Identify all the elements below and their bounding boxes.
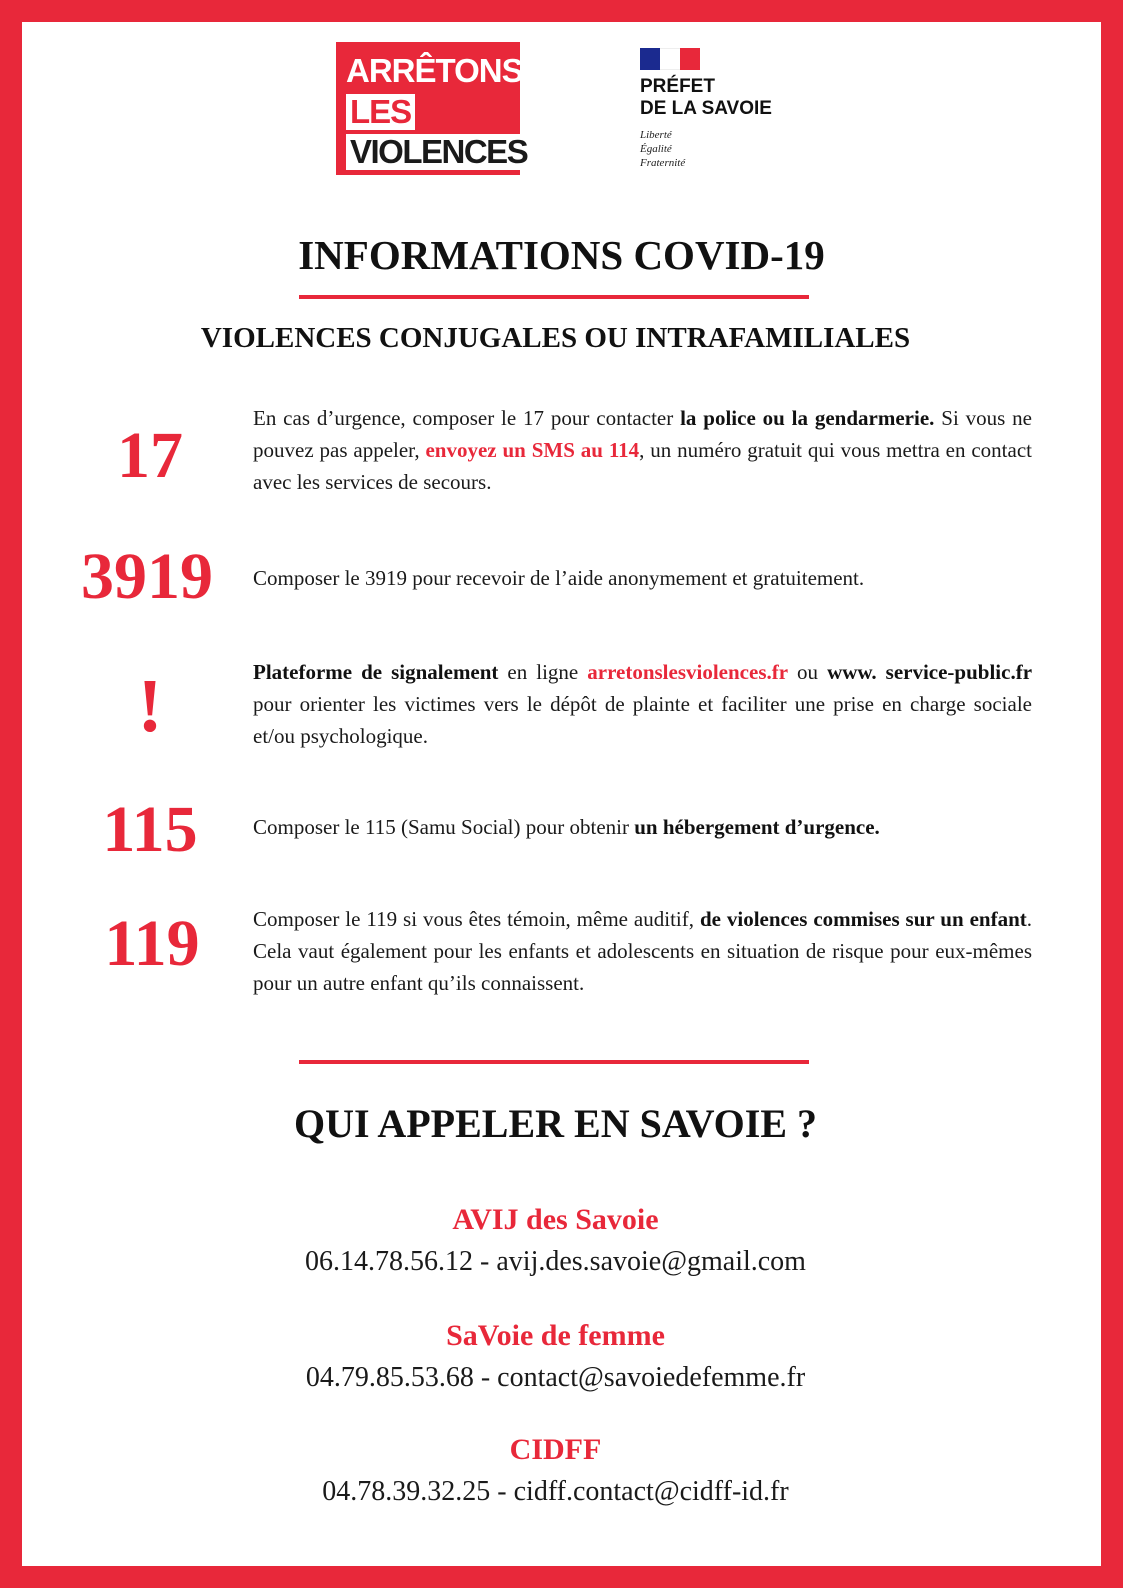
number-115: 115: [102, 793, 198, 866]
arretons-les-violences-logo: [336, 42, 528, 175]
row-3919-part-1: Composer le 3919 pour recevoir de l’aide anonymement et gratuitement.: [253, 566, 865, 590]
row-119-part-3: . Cela vaut également pour les enfants et adolescents en situation de risque pour eux-mêmes pour un autre enfant qu’ils connaissent.: [253, 907, 1033, 995]
divider-top: [299, 295, 809, 299]
row-119-bold: de violences commises sur un enfant: [699, 907, 1027, 931]
row-119-part-1: Composer le 119 si vous êtes témoin, même auditif,: [253, 907, 700, 931]
logo-line-3: VIOLENCES: [346, 134, 531, 170]
org-contact-avij[interactable]: 06.14.78.56.12 - avij.des.savoie@gmail.com: [305, 1246, 806, 1277]
divider-bottom: [299, 1060, 809, 1064]
page-title: INFORMATIONS COVID-19: [298, 232, 825, 278]
row-17-sms-highlight: envoyez un SMS au 114: [425, 438, 640, 462]
service-public-link[interactable]: www. service-public.fr: [827, 660, 1033, 684]
row-signalement-part-6: pour orienter les victimes vers le dépôt de plainte et faciliter une prise en charge sociale et/ou psychologique.: [253, 692, 1032, 748]
republic-motto: Liberté Égalité Fraternité: [640, 129, 686, 169]
row-signalement-part-4: ou: [788, 660, 828, 684]
org-contact-savoie-de-femme[interactable]: 04.79.85.53.68 - contact@savoiedefemme.fr: [305, 1362, 806, 1393]
number-3919: 3919: [81, 540, 213, 613]
row-17-part-3: Si vous ne pouvez pas appeler,: [253, 406, 1032, 462]
number-119: 119: [104, 907, 200, 980]
row-signalement-part-2: en ligne: [498, 660, 588, 684]
row-17-bold: la police ou la gendarmerie.: [680, 406, 935, 430]
contacts-title: QUI APPELER EN SAVOIE ?: [293, 1101, 818, 1146]
row-17-part-1: En cas d’urgence, composer le 17 pour contacter: [253, 406, 681, 430]
row-115-part-1: Composer le 115 (Samu Social) pour obtenir: [253, 815, 635, 839]
arretons-link[interactable]: arretonslesviolences.fr: [587, 660, 789, 684]
logo-line-2: LES: [346, 94, 415, 130]
logo-line-1: ARRÊTONS: [346, 52, 523, 89]
row-3919-text: [253, 562, 1032, 594]
row-115-bold: un hébergement d’urgence.: [634, 815, 880, 839]
number-17: 17: [117, 419, 183, 492]
exclamation-icon: !: [137, 664, 163, 748]
row-17-part-5: , un numéro gratuit qui vous mettra en contact avec les services de secours.: [253, 438, 1032, 494]
prefet-name: PRÉFET DE LA SAVOIE: [640, 76, 772, 119]
row-signalement-bold: Plateforme de signalement: [253, 660, 499, 684]
org-contact-cidff[interactable]: 04.78.39.32.25 - cidff.contact@cidff-id.fr: [322, 1476, 789, 1507]
row-115-text: [253, 811, 1032, 843]
marianne-flag-icon: [640, 48, 700, 70]
row-17-text: [253, 402, 1032, 498]
row-signalement-text: [253, 656, 1032, 752]
org-name-cidff: CIDFF: [509, 1433, 602, 1466]
org-name-savoie-de-femme: SaVoie de femme: [446, 1319, 665, 1352]
org-name-avij: AVIJ des Savoie: [452, 1203, 659, 1236]
row-119-text: [253, 903, 1032, 999]
page-subtitle: VIOLENCES CONJUGALES OU INTRAFAMILIALES: [200, 322, 911, 354]
